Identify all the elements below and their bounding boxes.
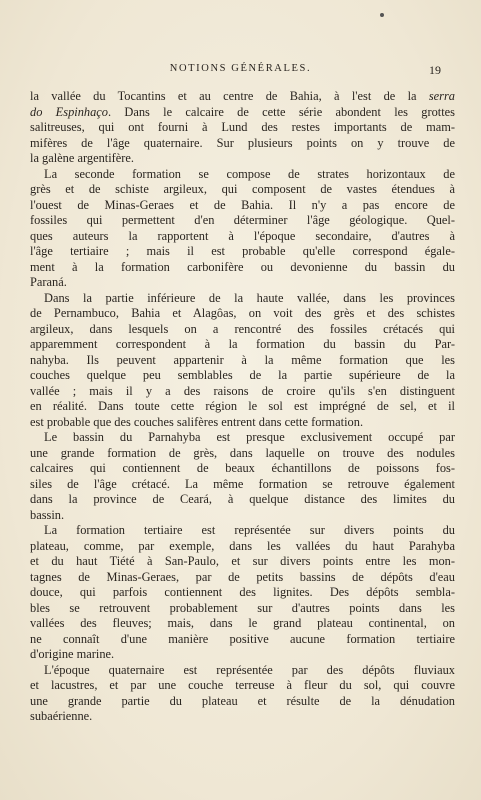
text-line: l'ouest de Minas-Geraes et de Bahia. Il n'y a pas encore de	[30, 197, 455, 212]
text-line: tagnes de Minas-Geraes, par de petits bassins de dépôts d'eau	[30, 569, 455, 584]
paragraph	[30, 523, 455, 663]
text-line: plateau, comme, par exemple, dans les vallées du haut Parahyba	[30, 538, 455, 553]
text-line: bles se retrouvent probablement sur d'autres points dans les	[30, 600, 455, 615]
text-line: mifères de l'âge quaternaire. Sur plusieurs points on y trouve de	[30, 135, 455, 150]
text-line: do Espinhaço. Dans le calcaire de cette série abondent les grottes	[30, 104, 455, 119]
text-line: ques auteurs la rapportent à l'époque secondaire, d'autres à	[30, 228, 455, 243]
text-line: est probable que des couches salifères entrent dans cette formation.	[30, 414, 364, 429]
running-head: NOTIONS GÉNÉRALES.	[169, 63, 312, 74]
text-line: et lacustres, et par une couche terreuse à fleur du sol, qui couvre	[30, 678, 455, 692]
text-line: argileux, dans lesquels on a rencontré des fossiles crétacés qui	[30, 321, 455, 336]
text-line: siles de l'âge crétacé. La même formation se retrouve également	[30, 476, 455, 491]
paragraph	[30, 291, 455, 431]
ink-speck	[380, 13, 384, 17]
text-line: bassin.	[30, 507, 65, 522]
text-line: la vallée du Tocantins et au centre de Bahia, à l'est de la serra	[30, 89, 455, 103]
text-line: Dans la partie inférieure de la haute vallée, dans les provinces	[44, 290, 455, 305]
paragraph	[30, 167, 455, 291]
text-line: une grande partie du plateau et résulte de la dénudation	[30, 693, 455, 708]
text-line: nahyba. Ils peuvent appartenir à la même formation que les	[30, 352, 455, 367]
page-number: 19	[429, 63, 441, 77]
text-line: fossiles qui permettent d'en déterminer l'âge géologique. Quel-	[30, 213, 455, 227]
text-line: La formation tertiaire est représentée sur divers points du	[44, 523, 455, 537]
italic-term: do Espinhaço	[30, 104, 108, 119]
text-line: en réalité. Dans toute cette région le sol est imprégné de sel, et il	[30, 399, 455, 413]
text-line: douce, qui parfois contiennent des lignites. Des dépôts sembla-	[30, 585, 455, 599]
text-line: d'origine marine.	[30, 647, 115, 661]
italic-term: serra	[428, 89, 455, 103]
paragraph	[30, 430, 455, 523]
page-header	[30, 63, 451, 79]
page-body	[30, 89, 455, 725]
text-line: ne connaît d'une manière positive aucune formation tertiaire	[30, 631, 455, 646]
text-line: de Pernambuco, Bahia et Alagôas, on voit des grès et des schistes	[30, 306, 455, 320]
text-line: vallées des fleuves; mais, dans le grand plateau continental, on	[30, 616, 455, 630]
text-line: l'âge tertiaire ; mais il est probable qu'elle correspond égale-	[30, 244, 455, 258]
text-line: calcaires qui contiennent de beaux échantillons de poissons fos-	[30, 461, 455, 475]
text-line: la galène argentifère.	[30, 151, 134, 165]
text-line: grès et de schiste argileux, qui composent de vastes étendues à	[30, 182, 455, 196]
text-line: apparemment correspondent à la formation du bassin du Par-	[30, 337, 455, 351]
text-line: salitreuses, qui ont fourni à Lund des restes importants de mam-	[30, 120, 455, 134]
text-line: ment à la formation carbonifère ou devonienne du bassin du	[30, 259, 455, 274]
text-line: L'époque quaternaire est représentée par des dépôts fluviaux	[44, 662, 455, 677]
text-line: et du haut Tiété à San-Paulo, et sur divers points entre les mon-	[30, 554, 455, 568]
paragraph	[30, 89, 455, 167]
text-line: vallée ; mais il y a des raisons de croire qu'ils s'en distinguent	[30, 383, 455, 398]
text-line: subaérienne.	[30, 709, 93, 723]
paragraph	[30, 663, 455, 725]
text-line: La seconde formation se compose de strates horizontaux de	[44, 166, 455, 181]
text-line: Le bassin du Parnahyba est presque exclusivement occupé par	[44, 430, 455, 444]
text-line: une grande formation de grès, dans laquelle on trouve des nodules	[30, 445, 455, 460]
text-line: dans la province de Ceará, à quelque distance des limites du	[30, 492, 455, 506]
text-line: Paraná.	[30, 275, 67, 289]
text-line: couches quelque peu semblables de la partie supérieure de la	[30, 368, 455, 382]
